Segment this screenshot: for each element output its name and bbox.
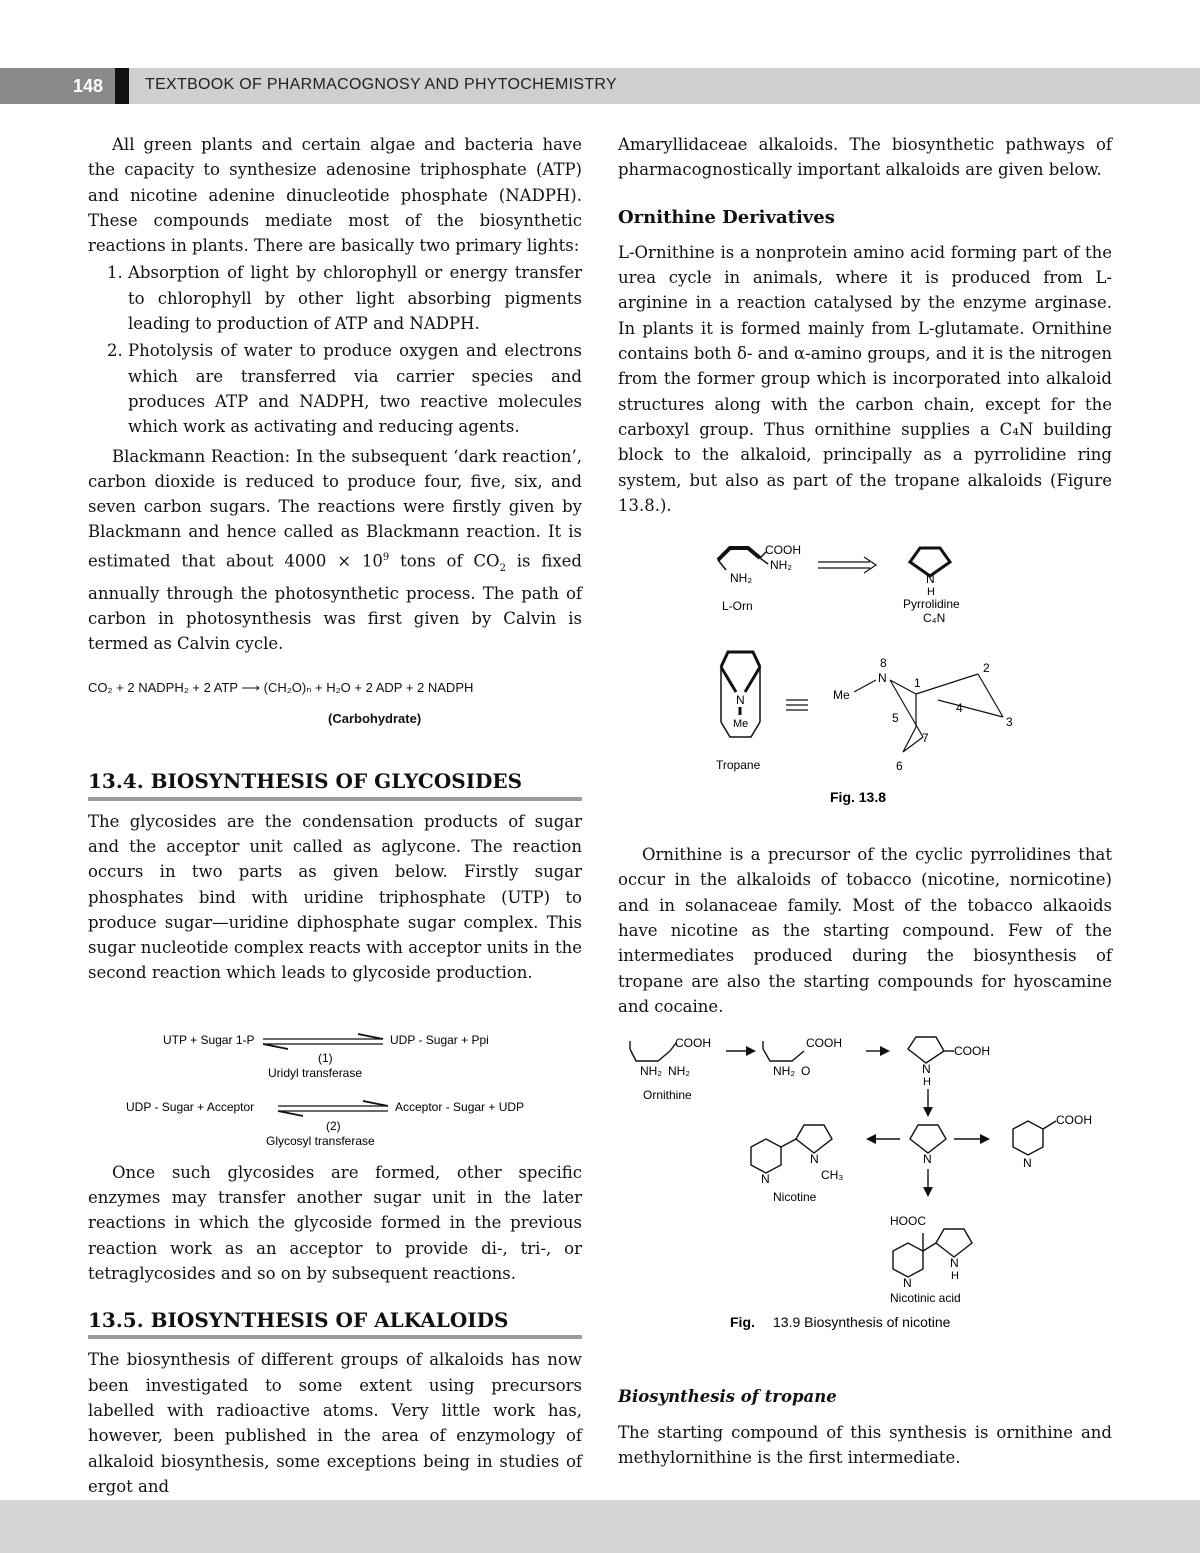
tropane-paragraph: The starting compound of this synthesis is ornithine and methylornithine is the first intermediate. xyxy=(618,1422,1112,1467)
left-column xyxy=(88,132,582,1499)
pyr-acid-cooh: COOH xyxy=(1056,1113,1092,1128)
tropane3d-num6: 6 xyxy=(896,759,903,774)
figure-13-9-caption-bold: Fig. xyxy=(730,1314,755,1331)
ornithine-more-paragraph: Ornithine is a precursor of the cyclic pyrrolidines that occur in the alkaloids of tobacco (nicotine, nornicotine) and in solanaceae family. Most of the tobacco alkaoids have nicotine as the starting compound. Few of the intermediates produced during the biosynthesis of tropane are also the starting compounds for hyoscamine and cocaine. xyxy=(618,845,1112,1016)
blackmann-sub: 2 xyxy=(499,562,506,574)
pyr-acid-n: N xyxy=(1023,1156,1032,1171)
tropane-label: Tropane xyxy=(716,758,761,773)
tropane3d-num7: 7 xyxy=(922,731,929,746)
tropane-n: N xyxy=(736,693,745,708)
blackmann-text-c: tons of CO xyxy=(389,551,500,571)
list-item: 1. Absorption of light by chlorophyll or energy transfer to chlorophyll by other light absorbing pigments leading to production of ATP and NADPH. xyxy=(128,260,582,336)
reaction1-number: (1) xyxy=(318,1050,333,1065)
glycosides-paragraph: The glycosides are the condensation products of sugar and the acceptor unit called as aglycone. The reaction occurs in two parts as given below. Firstly sugar phosphates bind with uridine triphosphate (UTP) to produce sugar—uridine diphosphate sugar complex. This sugar nucleotide complex reacts with acceptor units in the second reaction which leads to glycoside production. xyxy=(88,811,582,983)
lorn-cooh: COOH xyxy=(765,543,801,558)
orn-nh2-1: NH₂ xyxy=(640,1064,662,1079)
pyrrolidine-label: Pyrrolidine xyxy=(903,597,960,612)
nicacid-n-pyrr: N xyxy=(950,1256,959,1271)
tropane3d-num1: 1 xyxy=(914,676,921,691)
figure-13-9 xyxy=(618,1029,1112,1344)
int3-n: N xyxy=(922,1062,931,1077)
blackmann-text-a: Blackmann Reaction: In the subsequent ‘dark reaction’, carbon dioxide is reduced to produce four, five, six, and seven carbon sugars. The reactions were firstly given by Blackmann and hence called as Blackmann reaction. It is estimated that about 4000 × 10 xyxy=(88,446,582,571)
tropane3d-num8: 8 xyxy=(880,656,887,671)
lorn-label: L-Orn xyxy=(722,599,753,614)
right-column xyxy=(618,132,1112,1470)
footer-bar xyxy=(0,1500,1200,1553)
reaction1-enzyme: Uridyl transferase xyxy=(268,1065,363,1080)
nicacid-h: H xyxy=(951,1270,959,1283)
blackmann-sup: 9 xyxy=(382,551,390,563)
orn-cooh: COOH xyxy=(675,1036,711,1051)
continuation-paragraph: Amaryllidaceae alkaloids. The biosynthetic pathways of pharmacognostically important alkaloids are given below. xyxy=(618,135,1112,180)
photosynthesis-equation: CO₂ + 2 NADPH₂ + 2 ATP ⟶ (CH₂O)ₙ + H₂O + 2 ADP + 2 NADPH xyxy=(88,679,474,695)
tropane3d-num5: 5 xyxy=(892,711,899,726)
alkaloids-paragraph: The biosynthesis of different groups of alkaloids has now been investigated to some extent using precursors labelled with radioactive atoms. Very little work has, however, been published in the area of enzymology of alkaloid biosynthesis, some exceptions being in studies of ergot and xyxy=(88,1350,582,1496)
pyrrolidine-c4n: C₄N xyxy=(923,611,946,626)
reaction2-right: Acceptor - Sugar + UDP xyxy=(395,1099,525,1114)
figure-13-9-caption: 13.9 Biosynthesis of nicotine xyxy=(773,1314,951,1331)
tropane-me: Me xyxy=(733,718,749,731)
reaction2-enzyme: Glycosyl transferase xyxy=(266,1133,375,1148)
blackmann-text-e: is fixed annually through the photosynthetic process. The path of carbon in photosynthesis was first given by Calvin is termed as Calvin cycle. xyxy=(88,551,582,654)
figure-13-8 xyxy=(618,532,1112,822)
nicotine-ch3: CH₃ xyxy=(821,1168,844,1183)
pyrroline-n: N xyxy=(923,1152,932,1167)
running-title: TEXTBOOK OF PHARMACOGNOSY AND PHYTOCHEMISTRY xyxy=(145,76,617,93)
orn-nh2-2: NH₂ xyxy=(668,1064,690,1079)
pyrrolidine-h: H xyxy=(927,586,935,599)
heading-biosynthesis-tropane: Biosynthesis of tropane xyxy=(618,1387,837,1407)
heading-ornithine-derivatives: Ornithine Derivatives xyxy=(618,206,835,228)
int2-nh2: NH₂ xyxy=(773,1064,795,1079)
int2-cooh: COOH xyxy=(806,1036,842,1051)
tropane3d-num4: 4 xyxy=(956,701,963,716)
page-number: 148 xyxy=(0,68,115,104)
section-heading-alkaloids: 13.5. BIOSYNTHESIS OF ALKALOIDS xyxy=(88,1308,582,1339)
ornithine-label: Ornithine xyxy=(643,1088,692,1103)
section-heading-glycosides: 13.4. BIOSYNTHESIS OF GLYCOSIDES xyxy=(88,769,582,800)
reaction2-number: (2) xyxy=(326,1118,341,1133)
equation-label: (Carbohydrate) xyxy=(328,711,422,727)
reaction2-left: UDP - Sugar + Acceptor xyxy=(126,1099,255,1114)
glycosides-more-paragraph: Once such glycosides are formed, other specific enzymes may transfer another sugar unit in the later reactions in which the glycoside formed in the previous reaction work as an acceptor to provide di-, tri-, or tetraglycosides and so on by subsequent reactions. xyxy=(88,1162,582,1283)
figure-13-8-caption: Fig. 13.8 xyxy=(830,789,887,806)
tropane3d-num3: 3 xyxy=(1006,715,1013,730)
int3-cooh: COOH xyxy=(954,1044,990,1059)
reaction1-left: UTP + Sugar 1-P xyxy=(163,1032,255,1047)
int2-o: O xyxy=(801,1064,811,1079)
intro-paragraph: All green plants and certain algae and bacteria have the capacity to synthesize adenosine triphosphate (ATP) and nicotine adenine dinucleotide phosphate (NADPH). These compounds mediate most of the biosynthetic reactions in plants. There are basically two primary lights: xyxy=(88,135,582,256)
int3-h: H xyxy=(923,1076,931,1089)
blackmann-paragraph xyxy=(88,444,582,657)
nicacid-n-pyr: N xyxy=(903,1276,912,1291)
light-list xyxy=(88,260,582,439)
tropane3d-me: Me xyxy=(833,688,850,703)
nicotinic-acid-label: Nicotinic acid xyxy=(890,1291,961,1306)
tropane3d-num2: 2 xyxy=(983,661,990,676)
nicotine-n-pyrr: N xyxy=(810,1152,819,1167)
reaction1-right: UDP - Sugar + Ppi xyxy=(390,1032,489,1047)
pyrrolidine-n: N xyxy=(926,572,935,587)
lorn-nh2-a: NH₂ xyxy=(770,558,792,573)
nicotine-n-pyr: N xyxy=(761,1172,770,1187)
glycoside-reactions-diagram xyxy=(88,1000,582,1148)
nicacid-hooc: HOOC xyxy=(890,1214,926,1229)
list-item: 2. Photolysis of water to produce oxygen and electrons which are transferred via carrier species and produces ATP and NADPH, two reactive molecules which work as activating and reducing agents. xyxy=(128,338,582,439)
tropane3d-n: N xyxy=(878,671,887,686)
nicotine-label: Nicotine xyxy=(773,1190,817,1205)
ornithine-paragraph: L-Ornithine is a nonprotein amino acid forming part of the urea cycle in animals, where it is produced from L-arginine in a reaction catalysed by the enzyme arginase. In plants it is formed mainly from L-glutamate. Ornithine contains both δ- and α-amino groups, and it is the nitrogen from the former group which is incorporated into alkaloid structures along with the carbon chain, except for the carboxyl group. Thus ornithine supplies a C₄N building block to the alkaloid, principally as a pyrrolidine ring system, but also as part of the tropane alkaloids (Figure 13.8.). xyxy=(618,242,1112,515)
header-separator xyxy=(115,68,129,104)
lorn-nh2-b: NH₂ xyxy=(730,571,752,586)
